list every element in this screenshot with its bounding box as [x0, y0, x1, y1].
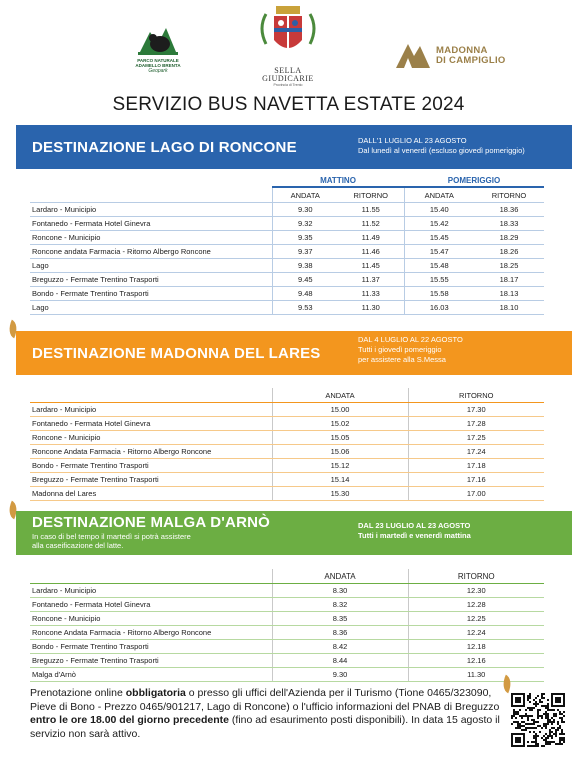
stop-name: Roncone Andata Farmacia - Ritorno Albergo Roncone	[30, 445, 272, 459]
time-cell: 11.37	[338, 273, 404, 287]
sella-sub: Provincia di Trento	[273, 83, 303, 87]
table-row	[30, 459, 544, 473]
madonna-campiglio-logo	[394, 38, 524, 72]
stop-name: Roncone andata Farmacia - Ritorno Albergo Roncone	[30, 245, 272, 259]
time-cell: 12.30	[408, 584, 544, 598]
col-andata: ANDATA	[272, 388, 408, 403]
time-cell: 12.28	[408, 598, 544, 612]
time-cell: 12.25	[408, 612, 544, 626]
col-ritorno: RITORNO	[474, 187, 544, 203]
time-cell: 9.37	[272, 245, 338, 259]
time-cell: 15.40	[404, 203, 474, 217]
time-cell: 11.30	[338, 301, 404, 315]
time-cell: 8.44	[272, 654, 408, 668]
time-cell: 11.46	[338, 245, 404, 259]
table-row	[30, 668, 544, 682]
stop-name: Roncone - Municipio	[30, 431, 272, 445]
time-cell: 15.14	[272, 473, 408, 487]
timetable-malga-arno	[30, 569, 544, 682]
time-cell: 11.30	[408, 668, 544, 682]
time-cell: 15.02	[272, 417, 408, 431]
col-ritorno: RITORNO	[408, 388, 544, 403]
time-cell: 15.47	[404, 245, 474, 259]
time-cell: 18.13	[474, 287, 544, 301]
table-row	[30, 431, 544, 445]
stop-name: Breguzzo - Fermate Trentino Trasporti	[30, 473, 272, 487]
stop-name: Roncone - Municipio	[30, 612, 272, 626]
bear-logo-icon	[136, 22, 180, 58]
time-cell: 18.26	[474, 245, 544, 259]
col-ritorno: RITORNO	[408, 569, 544, 584]
stop-name: Fontanedo - Fermata Hotel Ginevra	[30, 217, 272, 231]
col-andata: ANDATA	[272, 569, 408, 584]
time-cell: 8.35	[272, 612, 408, 626]
time-cell: 15.48	[404, 259, 474, 273]
table-row	[30, 612, 544, 626]
time-cell: 9.30	[272, 668, 408, 682]
table-row	[30, 445, 544, 459]
deadline-emphasis: entro le ore 18.00 del giorno precedente	[30, 714, 229, 726]
section-malga-arno-header	[16, 511, 572, 555]
time-cell: 11.49	[338, 231, 404, 245]
stop-name: Fontanedo - Fermata Hotel Ginevra	[30, 417, 272, 431]
time-cell: 12.16	[408, 654, 544, 668]
table-row	[30, 403, 544, 417]
stop-name: Bondo - Fermate Trentino Trasporti	[30, 640, 272, 654]
time-cell: 15.58	[404, 287, 474, 301]
time-cell: 17.16	[408, 473, 544, 487]
stop-name: Roncone Andata Farmacia - Ritorno Albergo Roncone	[30, 626, 272, 640]
time-cell: 17.24	[408, 445, 544, 459]
time-cell: 8.36	[272, 626, 408, 640]
time-cell: 18.10	[474, 301, 544, 315]
stop-name: Bondo - Fermate Trentino Trasporti	[30, 287, 272, 301]
time-cell: 15.42	[404, 217, 474, 231]
table-row	[30, 584, 544, 598]
section-madonna-lares-header	[16, 331, 572, 375]
time-cell: 12.18	[408, 640, 544, 654]
time-cell: 9.53	[272, 301, 338, 315]
time-cell: 15.55	[404, 273, 474, 287]
table-row	[30, 231, 544, 245]
time-cell: 17.25	[408, 431, 544, 445]
col-andata: ANDATA	[404, 187, 474, 203]
time-cell: 11.33	[338, 287, 404, 301]
stop-name: Malga d'Arnò	[30, 668, 272, 682]
time-cell: 15.12	[272, 459, 408, 473]
sella-name-line2: GIUDICARIE	[262, 74, 314, 83]
table-row	[30, 203, 544, 217]
time-cell: 18.36	[474, 203, 544, 217]
parco-name-line1: PARCO NATURALE	[137, 58, 179, 63]
stop-name: Roncone - Municipio	[30, 231, 272, 245]
table-row	[30, 473, 544, 487]
table-row	[30, 417, 544, 431]
time-cell: 8.42	[272, 640, 408, 654]
stop-name: Fontanedo - Fermata Hotel Ginevra	[30, 598, 272, 612]
col-andata: ANDATA	[272, 187, 338, 203]
time-cell: 17.28	[408, 417, 544, 431]
time-cell: 17.30	[408, 403, 544, 417]
table-row	[30, 217, 544, 231]
time-cell: 18.25	[474, 259, 544, 273]
stop-name: Lago	[30, 301, 272, 315]
stop-name: Lardaro - Municipio	[30, 403, 272, 417]
time-cell: 8.32	[272, 598, 408, 612]
time-cell: 9.48	[272, 287, 338, 301]
time-cell: 15.00	[272, 403, 408, 417]
destination-title: DESTINAZIONE MADONNA DEL LARES	[32, 345, 321, 362]
coat-of-arms-icon	[252, 4, 324, 62]
parco-adamello-logo	[128, 22, 188, 82]
time-cell: 9.32	[272, 217, 338, 231]
stop-name: Bondo - Fermate Trentino Trasporti	[30, 459, 272, 473]
destination-subtitle: In caso di bel tempo il martedì si potrà assistere alla caseificazione del latte.	[32, 532, 191, 550]
booking-notice: Prenotazione online obbligatoria o presso gli uffici dell'Azienda per il Turismo (Tione 0465/323090, Pieve di Bono - Prezzo 0465/901217, Lago di Roncone) o l'ufficio informazioni del PNAB di Breguzzo entro le ore 18.00 del giorno precedente (fino ad esaurimento posti disponibili). In data 15 agosto il servizio non sarà attivo.	[30, 687, 500, 740]
time-cell: 12.24	[408, 626, 544, 640]
table-row	[30, 654, 544, 668]
destination-title: DESTINAZIONE LAGO DI RONCONE	[32, 139, 297, 156]
time-cell: 8.30	[272, 584, 408, 598]
time-cell: 9.35	[272, 231, 338, 245]
time-cell: 15.30	[272, 487, 408, 501]
table-row	[30, 487, 544, 501]
time-cell: 17.18	[408, 459, 544, 473]
table-row	[30, 245, 544, 259]
time-cell: 15.45	[404, 231, 474, 245]
stop-name: Madonna del Lares	[30, 487, 272, 501]
mountain-logo-icon	[394, 40, 432, 70]
parco-geopark: Geopark	[148, 68, 168, 74]
timetable-madonna-lares	[30, 388, 544, 501]
parco-name-line2: ADAMELLO BRENTA	[135, 63, 181, 68]
sella-name-line1: SELLA	[274, 66, 302, 75]
table-row	[30, 287, 544, 301]
stop-name: Breguzzo - Fermate Trentino Trasporti	[30, 654, 272, 668]
stop-name: Lardaro - Municipio	[30, 203, 272, 217]
time-cell: 15.05	[272, 431, 408, 445]
time-cell: 9.45	[272, 273, 338, 287]
date-note: DALL'1 LUGLIO AL 23 AGOSTO Dal lunedì al venerdì (escluso giovedì pomeriggio)	[358, 136, 525, 155]
section-lago-roncone-header	[16, 125, 572, 169]
page-title: SERVIZIO BUS NAVETTA ESTATE 2024	[112, 94, 465, 115]
table-row	[30, 273, 544, 287]
qr-code-icon[interactable]	[511, 693, 565, 747]
time-cell: 9.38	[272, 259, 338, 273]
col-ritorno: RITORNO	[338, 187, 404, 203]
madonna-line2: DI CAMPIGLIO	[436, 55, 506, 66]
table-row	[30, 640, 544, 654]
table-row	[30, 626, 544, 640]
time-cell: 17.00	[408, 487, 544, 501]
table-row	[30, 301, 544, 315]
group-mattino: MATTINO	[272, 174, 404, 187]
date-note: DAL 23 LUGLIO AL 23 AGOSTO Tutti i martedì e venerdì mattina	[358, 521, 471, 540]
timetable-lago-roncone	[30, 174, 544, 315]
time-cell: 11.45	[338, 259, 404, 273]
time-cell: 15.06	[272, 445, 408, 459]
time-cell: 18.17	[474, 273, 544, 287]
mandatory-emphasis: obbligatoria	[125, 687, 186, 699]
destination-title: DESTINAZIONE MALGA D'ARNÒ	[32, 514, 271, 531]
time-cell: 16.03	[404, 301, 474, 315]
madonna-line1: MADONNA	[436, 45, 488, 56]
table-row	[30, 598, 544, 612]
date-note: DAL 4 LUGLIO AL 22 AGOSTO Tutti i giovedì pomeriggio per assistere alla S.Messa	[358, 335, 463, 364]
stop-name: Breguzzo - Fermate Trentino Trasporti	[30, 273, 272, 287]
time-cell: 9.30	[272, 203, 338, 217]
group-pomeriggio: POMERIGGIO	[404, 174, 544, 187]
sella-giudicarie-logo	[252, 4, 324, 88]
table-row	[30, 259, 544, 273]
time-cell: 18.33	[474, 217, 544, 231]
logo-strip	[0, 0, 577, 88]
time-cell: 18.29	[474, 231, 544, 245]
stop-name: Lardaro - Municipio	[30, 584, 272, 598]
stop-name: Lago	[30, 259, 272, 273]
time-cell: 11.52	[338, 217, 404, 231]
time-cell: 11.55	[338, 203, 404, 217]
